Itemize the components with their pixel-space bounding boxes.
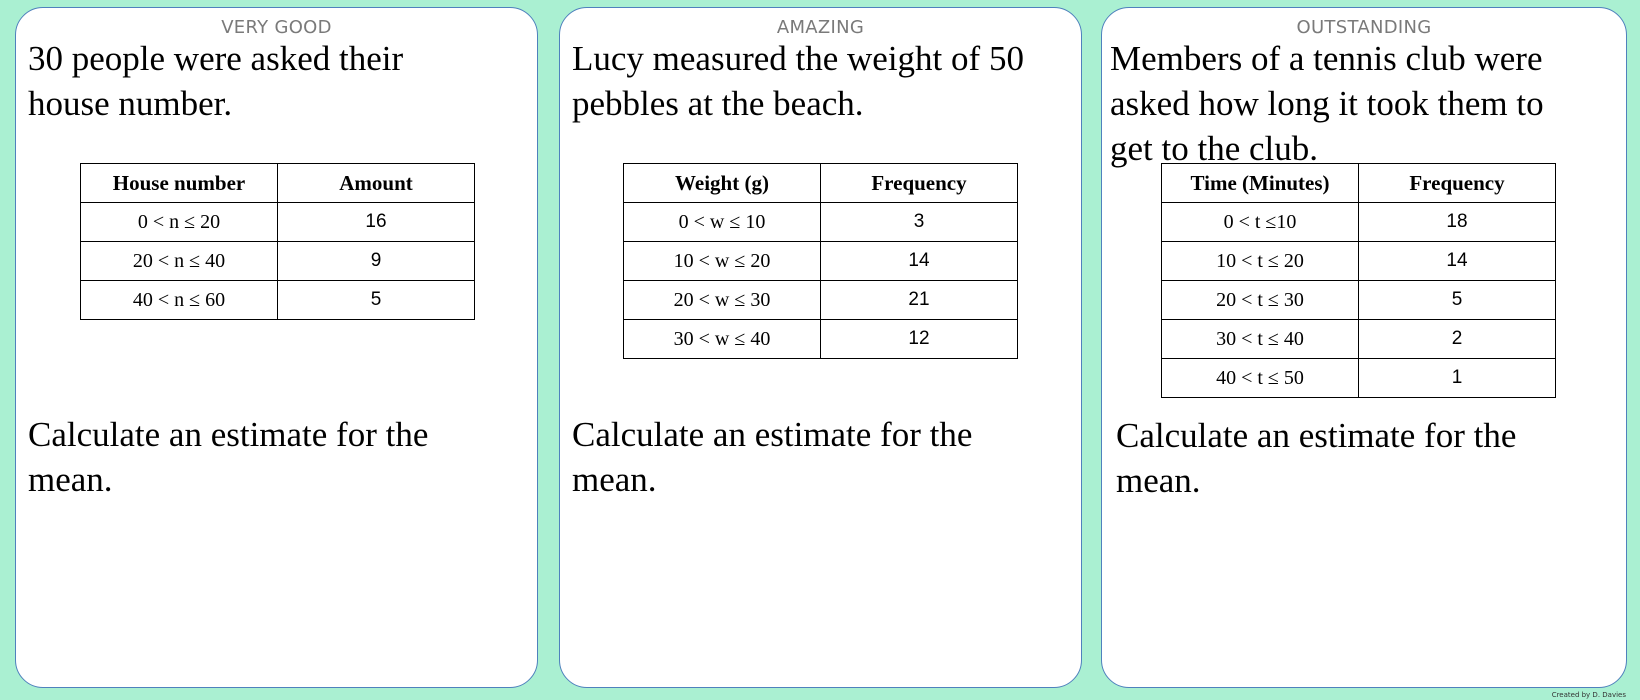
card-amazing [559,7,1082,688]
question-text: Lucy measured the weight of 50 pebbles at the beach. [572,39,1024,123]
table-header: House number [81,164,278,203]
table-row [81,281,475,320]
table-row [1162,242,1556,281]
class-cell: 0 < n ≤ 20 [81,203,278,242]
class-cell: 10 < t ≤ 20 [1162,242,1359,281]
table-row [81,242,475,281]
difficulty-label: OUTSTANDING [1296,17,1432,38]
value-cell: 14 [821,242,1018,281]
class-cell: 0 < t ≤10 [1162,203,1359,242]
prompt-text: Calculate an estimate for the mean. [572,415,973,499]
table-header: Frequency [821,164,1018,203]
table-row [624,242,1018,281]
class-cell: 20 < t ≤ 30 [1162,281,1359,320]
value-cell: 2 [1359,320,1556,359]
value-cell: 9 [278,242,475,281]
prompt-text: Calculate an estimate for the mean. [1116,416,1517,500]
difficulty-label: AMAZING [776,17,865,38]
value-cell: 12 [821,320,1018,359]
author-credit: Created by D. Davies [1551,691,1626,699]
table-row [1162,320,1556,359]
question-text: Members of a tennis club were asked how long it took them to get to the club. [1110,39,1544,168]
question-text: 30 people were asked their house number. [28,39,404,123]
table-row [624,281,1018,320]
table-row [81,203,475,242]
value-cell: 1 [1359,359,1556,398]
value-cell: 16 [278,203,475,242]
value-cell: 18 [1359,203,1556,242]
class-cell: 20 < w ≤ 30 [624,281,821,320]
prompt-text: Calculate an estimate for the mean. [28,415,429,499]
frequency-table [623,163,1018,359]
table-row [624,320,1018,359]
table-row [1162,359,1556,398]
table-row [624,203,1018,242]
table-header: Weight (g) [624,164,821,203]
class-cell: 30 < t ≤ 40 [1162,320,1359,359]
class-cell: 10 < w ≤ 20 [624,242,821,281]
table-header: Amount [278,164,475,203]
table-row [1162,281,1556,320]
card-very-good [15,7,538,688]
class-cell: 40 < t ≤ 50 [1162,359,1359,398]
class-cell: 20 < n ≤ 40 [81,242,278,281]
frequency-table [1161,163,1556,398]
table-header: Time (Minutes) [1162,164,1359,203]
class-cell: 40 < n ≤ 60 [81,281,278,320]
difficulty-label: VERY GOOD [221,17,332,38]
frequency-table [80,163,475,320]
value-cell: 14 [1359,242,1556,281]
class-cell: 0 < w ≤ 10 [624,203,821,242]
table-header: Frequency [1359,164,1556,203]
value-cell: 3 [821,203,1018,242]
card-outstanding [1101,7,1627,688]
class-cell: 30 < w ≤ 40 [624,320,821,359]
value-cell: 5 [1359,281,1556,320]
value-cell: 21 [821,281,1018,320]
table-row [1162,203,1556,242]
value-cell: 5 [278,281,475,320]
